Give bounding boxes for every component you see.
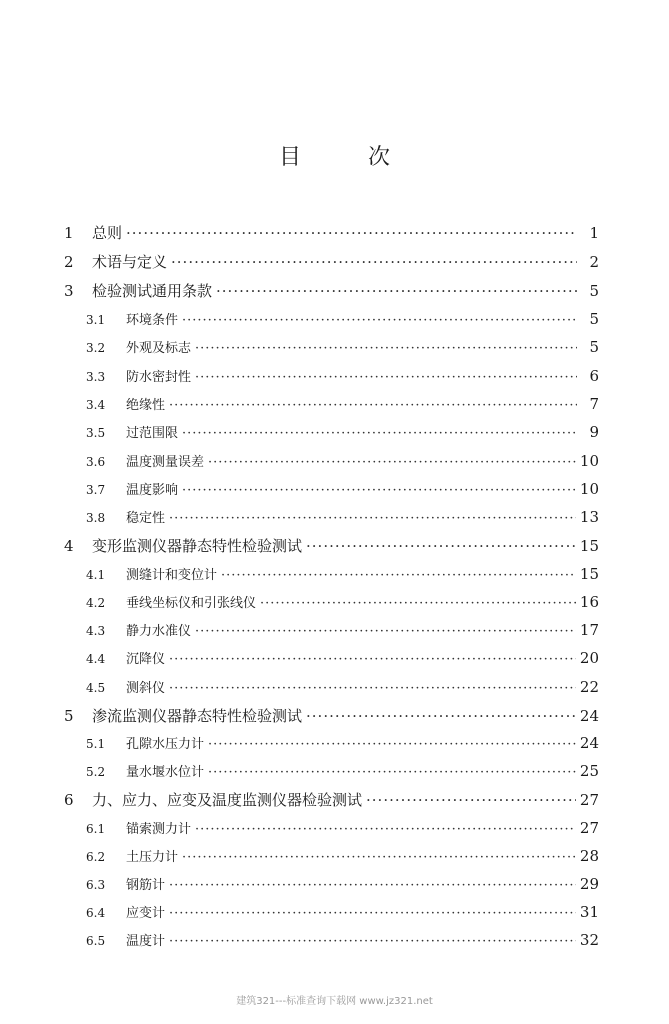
toc-leader-dots — [182, 313, 577, 328]
toc-entry-title: 锚索测力计 — [126, 822, 192, 837]
toc-entry-title: 测斜仪 — [126, 681, 166, 696]
toc-entry-page: 13 — [579, 508, 599, 526]
toc-entry-title: 静力水准仪 — [126, 624, 192, 639]
toc-entry-title: 沉降仪 — [126, 652, 166, 667]
toc-entry-title: 总则 — [92, 224, 123, 242]
toc-entry — [64, 874, 599, 898]
toc-entry-title: 垂线坐标仪和引张线仪 — [126, 596, 257, 611]
toc-leader-dots — [221, 568, 576, 583]
toc-entry-number: 5.2 — [86, 765, 106, 779]
toc-leader-dots — [169, 398, 577, 413]
toc-entry — [64, 309, 599, 333]
toc-entry-page: 2 — [589, 253, 599, 271]
toc-leader-dots — [195, 370, 577, 385]
toc-leader-dots — [169, 934, 576, 949]
toc-entry-number: 4.1 — [86, 568, 106, 582]
toc-leader-dots — [169, 511, 576, 526]
footer-watermark: 建筑321---标准查询下载网 www.jz321.net — [236, 996, 433, 1007]
toc-entry — [64, 366, 599, 390]
toc-entry-title: 绝缘性 — [126, 398, 166, 413]
toc-entry — [64, 337, 599, 361]
toc-leader-dots — [195, 822, 576, 837]
toc-leader-dots — [306, 707, 576, 725]
toc-entry-page: 24 — [579, 734, 599, 752]
toc-entry-title: 孔隙水压力计 — [126, 737, 205, 752]
toc-entry — [64, 479, 599, 503]
toc-entry — [64, 592, 599, 616]
toc-entry — [64, 705, 599, 729]
toc-leader-dots — [169, 652, 576, 667]
toc-entry — [64, 846, 599, 870]
toc-entry-title: 温度计 — [126, 934, 166, 949]
toc-leader-dots — [208, 455, 576, 470]
toc-entry-number: 3 — [64, 282, 74, 300]
toc-entry-page: 24 — [579, 707, 599, 725]
toc-entry-number: 3.8 — [86, 511, 106, 525]
toc-entry — [64, 789, 599, 813]
toc-entry-number: 4 — [64, 537, 74, 555]
toc-entry-title: 渗流监测仪器静态特性检验测试 — [92, 707, 303, 725]
toc-leader-dots — [169, 878, 576, 893]
toc-entry-number: 3.7 — [86, 483, 106, 497]
toc-entry-number: 6.2 — [86, 850, 106, 864]
toc-entry-page: 9 — [589, 423, 599, 441]
page-title-char-1: 目 — [278, 145, 301, 170]
toc-entry-page: 15 — [579, 565, 599, 583]
toc-entry-page: 29 — [579, 875, 599, 893]
toc-entry-number: 5.1 — [86, 737, 106, 751]
toc-entry-number: 1 — [64, 224, 74, 242]
toc-entry-page: 25 — [579, 762, 599, 780]
page-title-char-2: 次 — [368, 145, 391, 170]
toc-entry — [64, 818, 599, 842]
toc-entry — [64, 620, 599, 644]
toc-leader-dots — [171, 253, 577, 271]
toc-entry — [64, 251, 599, 275]
toc-entry-page: 7 — [589, 395, 599, 413]
toc-entry-page: 10 — [579, 452, 599, 470]
toc-entry-number: 3.3 — [86, 370, 106, 384]
toc-entry-page: 17 — [579, 621, 599, 639]
toc-entry-title: 过范围限 — [126, 426, 179, 441]
toc-entry-page: 5 — [589, 282, 599, 300]
toc-entry — [64, 902, 599, 926]
toc-entry-title: 防水密封性 — [126, 370, 192, 385]
toc-entry-page: 31 — [579, 903, 599, 921]
toc-entry-title: 力、应力、应变及温度监测仪器检验测试 — [92, 791, 363, 809]
toc-leader-dots — [208, 765, 576, 780]
toc-entry — [64, 422, 599, 446]
toc-entry-page: 5 — [589, 310, 599, 328]
toc-leader-dots — [208, 737, 576, 752]
toc-entry-title: 稳定性 — [126, 511, 166, 526]
toc-entry-number: 4.4 — [86, 652, 106, 666]
toc-entry-number: 4.3 — [86, 624, 106, 638]
toc-entry — [64, 648, 599, 672]
toc-entry-number: 4.2 — [86, 596, 106, 610]
toc-entry-title: 术语与定义 — [92, 253, 168, 271]
toc-entry-number: 6 — [64, 791, 74, 809]
toc-entry — [64, 733, 599, 757]
toc-entry-number: 3.5 — [86, 426, 106, 440]
toc-entry-page: 27 — [579, 791, 599, 809]
toc-entry — [64, 930, 599, 954]
page-title — [0, 140, 669, 171]
toc-entry-number: 3.1 — [86, 313, 106, 327]
toc-entry — [64, 394, 599, 418]
toc-entry-title: 检验测试通用条款 — [92, 282, 213, 300]
toc-entry-title: 土压力计 — [126, 850, 179, 865]
toc-entry — [64, 677, 599, 701]
toc-leader-dots — [169, 906, 576, 921]
toc-entry-title: 测缝计和变位计 — [126, 568, 218, 583]
toc-leader-dots — [195, 341, 577, 356]
toc-entry-number: 4.5 — [86, 681, 106, 695]
toc-leader-dots — [182, 483, 576, 498]
toc-entry-page: 28 — [579, 847, 599, 865]
toc-entry-page: 32 — [579, 931, 599, 949]
toc-leader-dots — [182, 850, 576, 865]
toc-entry-title: 温度测量误差 — [126, 455, 205, 470]
toc-entry-page: 22 — [579, 678, 599, 696]
toc-entry-page: 6 — [589, 367, 599, 385]
toc-leader-dots — [195, 624, 576, 639]
toc-entry-title: 变形监测仪器静态特性检验测试 — [92, 537, 303, 555]
toc-leader-dots — [366, 791, 576, 809]
toc-entry-page: 27 — [579, 819, 599, 837]
toc-entry-number: 5 — [64, 707, 74, 725]
toc-entry — [64, 222, 599, 246]
toc-entry-title: 量水堰水位计 — [126, 765, 205, 780]
toc-entry-page: 1 — [589, 224, 599, 242]
toc-entry-page: 15 — [579, 537, 599, 555]
toc-leader-dots — [306, 537, 576, 555]
toc-entry-title: 外观及标志 — [126, 341, 192, 356]
toc-entry-number: 3.4 — [86, 398, 106, 412]
toc-entry-number: 6.3 — [86, 878, 106, 892]
toc-entry-number: 6.5 — [86, 934, 106, 948]
toc-entry-title: 环境条件 — [126, 313, 179, 328]
toc-leader-dots — [182, 426, 577, 441]
toc-entry-title: 钢筋计 — [126, 878, 166, 893]
toc-entry-page: 20 — [579, 649, 599, 667]
toc-entry-number: 6.4 — [86, 906, 106, 920]
toc-entry-title: 应变计 — [126, 906, 166, 921]
toc-entry-number: 2 — [64, 253, 74, 271]
toc-entry-number: 3.2 — [86, 341, 106, 355]
toc-leader-dots — [216, 282, 577, 300]
toc-entry — [64, 761, 599, 785]
toc-entry-title: 温度影响 — [126, 483, 179, 498]
toc-leader-dots — [169, 681, 576, 696]
toc-entry — [64, 280, 599, 304]
toc-entry-number: 3.6 — [86, 455, 106, 469]
toc-entry-page: 5 — [589, 338, 599, 356]
toc-entry — [64, 564, 599, 588]
toc-entry-page: 16 — [579, 593, 599, 611]
toc-entry-number: 6.1 — [86, 822, 106, 836]
toc-entry — [64, 507, 599, 531]
toc-leader-dots — [260, 596, 576, 611]
toc-leader-dots — [126, 224, 577, 242]
toc-entry-page: 10 — [579, 480, 599, 498]
toc-entry — [64, 535, 599, 559]
toc-entry — [64, 451, 599, 475]
